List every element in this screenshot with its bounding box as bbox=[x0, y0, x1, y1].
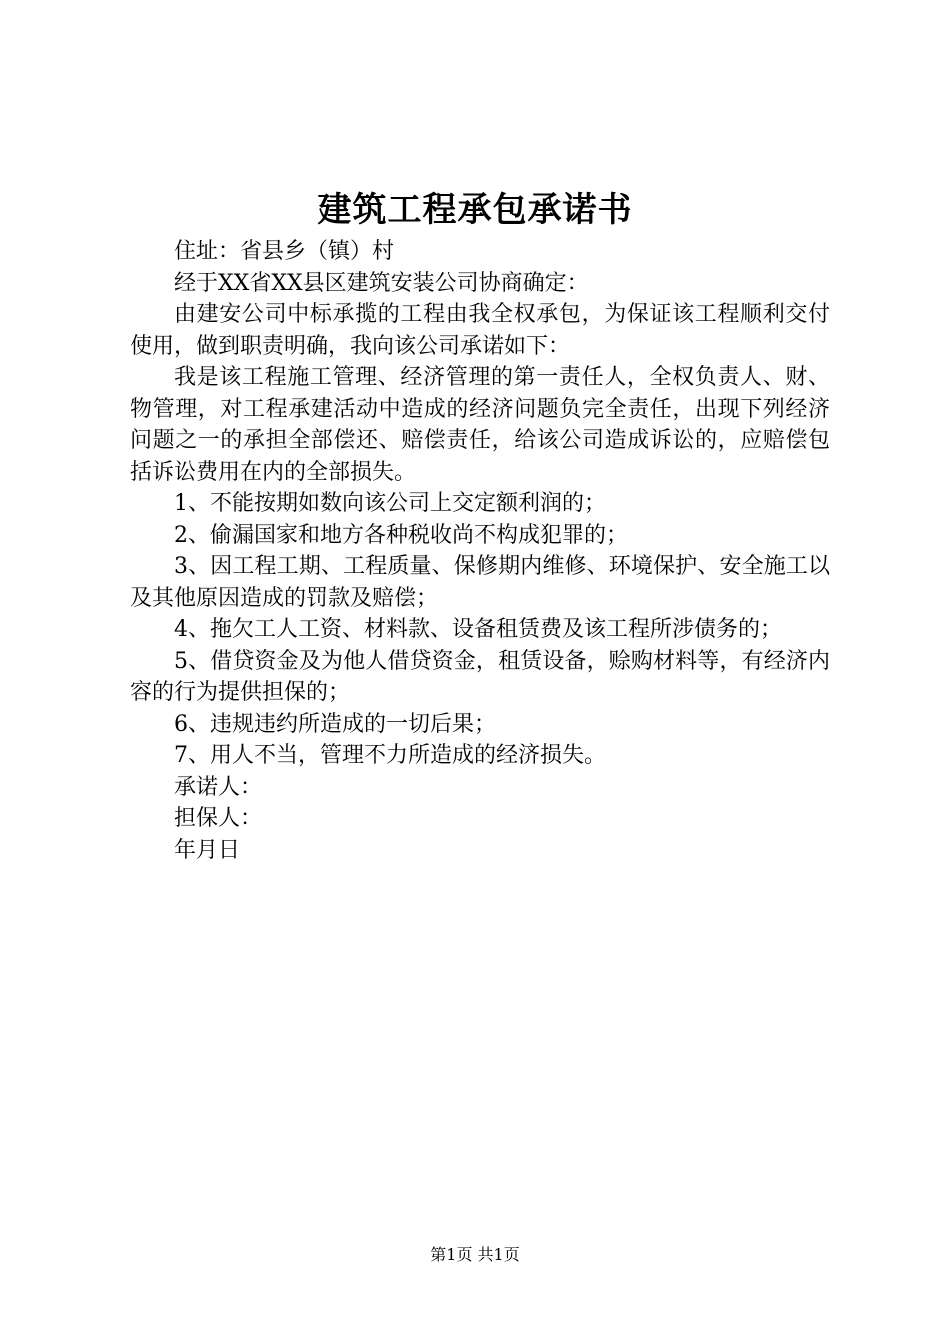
list-item-3: 3、因工程工期、工程质量、保修期内维修、环境保护、安全施工以及其他原因造成的罚款及赔偿； bbox=[130, 554, 830, 611]
document-body bbox=[130, 236, 830, 866]
page-number: 第1页 共1页 bbox=[430, 1245, 520, 1264]
list-item-1: 1、不能按期如数向该公司上交定额利润的； bbox=[174, 491, 606, 516]
document-title: 建筑工程承包承诺书 bbox=[317, 190, 633, 230]
address-line: 住址：省县乡（镇）村 bbox=[174, 239, 395, 264]
list-item-5: 5、借贷资金及为他人借贷资金，租赁设备，赊购材料等，有经济内容的行为提供担保的； bbox=[130, 648, 830, 705]
list-item-7: 7、用人不当，管理不力所造成的经济损失。 bbox=[174, 743, 606, 768]
agreement-intro: 经于XX省XX县区建筑安装公司协商确定： bbox=[174, 270, 589, 296]
responsibility-paragraph: 我是该工程施工管理、经济管理的第一责任人，全权负责人、财、物管理，对工程承建活动中造成的经济问题负完全责任，出现下列经济问题之一的承担全部偿还、赔偿责任，给该公司造成诉讼的，应赔偿包括诉讼费用在内的全部损失。 bbox=[130, 365, 830, 485]
list-item-6: 6、违规违约所造成的一切后果； bbox=[174, 711, 496, 737]
list-item-2: 2、偷漏国家和地方各种税收尚不构成犯罪的； bbox=[174, 522, 628, 548]
contract-paragraph: 由建安公司中标承揽的工程由我全权承包，为保证该工程顺利交付使用，做到职责明确，我向该公司承诺如下： bbox=[130, 302, 830, 359]
guarantor-line: 担保人： bbox=[174, 806, 263, 831]
promisor-line: 承诺人： bbox=[174, 774, 263, 800]
list-item-4: 4、拖欠工人工资、材料款、设备租赁费及该工程所涉债务的； bbox=[174, 617, 782, 642]
date-line: 年月日 bbox=[174, 837, 241, 863]
